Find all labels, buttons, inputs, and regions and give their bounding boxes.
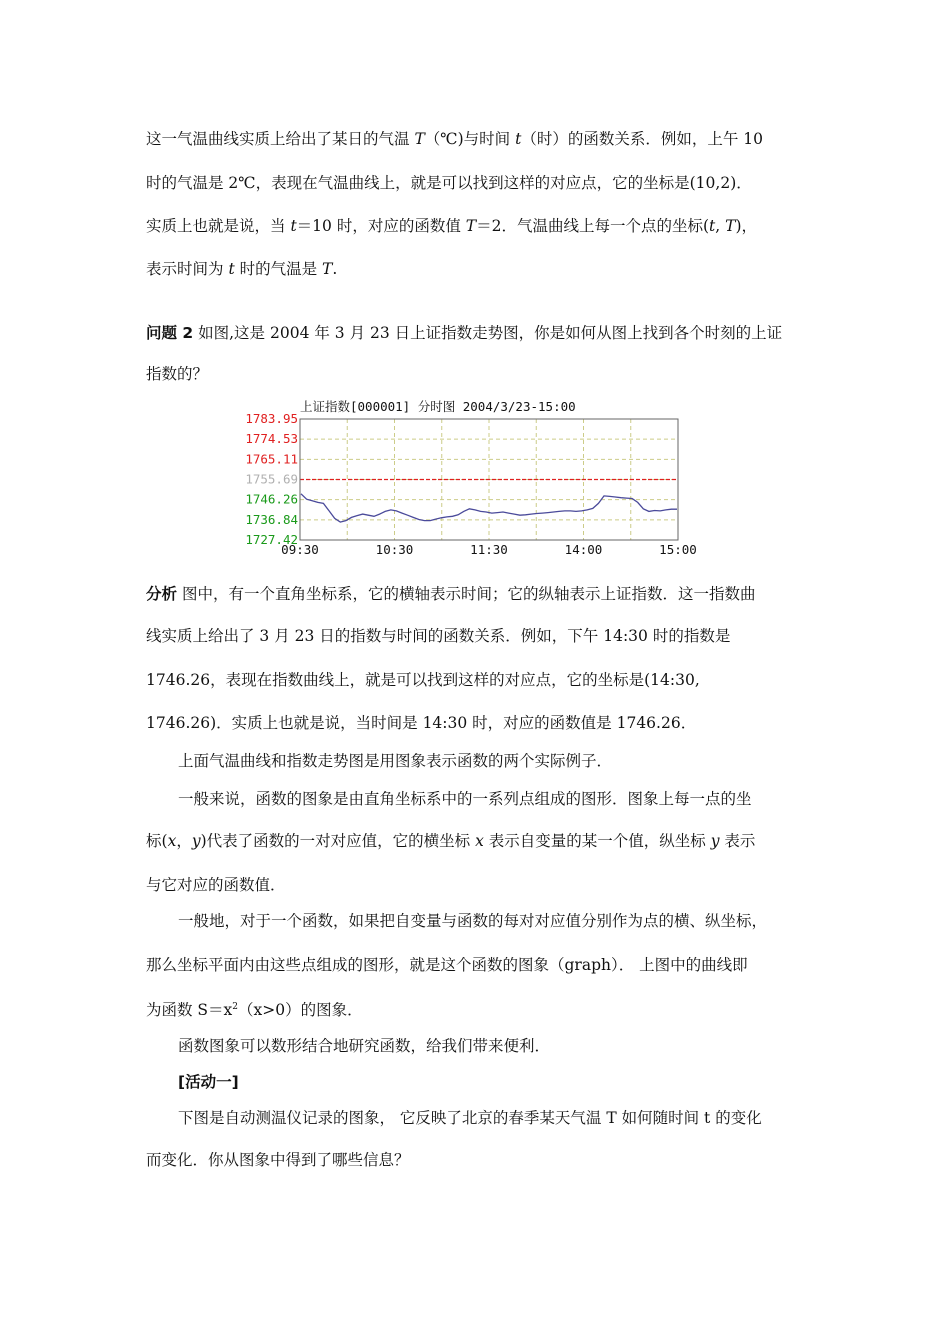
chart-y-tick-label: 1783.95 xyxy=(245,411,298,426)
chart-y-tick-label: 1746.26 xyxy=(245,491,298,507)
chart-x-tick-label: 10:30 xyxy=(375,542,414,557)
question2-line2: 指数的？ xyxy=(146,365,209,383)
definition-line3: 为函数 $S=x^2(x>0)$的图象． xyxy=(146,1001,363,1020)
chart-y-tick-label: 1755.69 xyxy=(245,471,298,487)
chart-x-tick-labels xyxy=(281,542,697,557)
chart-y-tick-labels xyxy=(245,411,298,547)
definition-line1: 一般地，对于一个函数，如果把自变量与函数的每对对应值分别作为点的横、纵坐标， xyxy=(178,912,768,930)
chart-x-tick-label: 14:00 xyxy=(564,542,603,557)
definition-line2: 那么坐标平面内由这些点组成的图形，就是这个函数的图象（graph）． 上图中的曲线即 xyxy=(146,956,748,974)
analysis-line3: 1746.26，表现在指数曲线上，就是可以找到这样的对应点，它的坐标是(14:30, xyxy=(146,671,700,689)
chart-x-tick-label: 09:30 xyxy=(281,542,319,557)
chart-y-tick-label: 1727.42 xyxy=(245,532,298,547)
analysis-line1: 分析 图中，有一个直角坐标系，它的横轴表示时间；它的纵轴表示上证指数．这一指数曲 xyxy=(146,585,756,603)
analysis-line4: 1746.26)．实质上也就是说，当时间是 14:30 时，对应的函数值是 1746.26． xyxy=(146,714,697,732)
para1-line1: 这一气温曲线实质上给出了某日的气温 T（℃)与时间 t（时）的函数关系．例如，上午 10 xyxy=(146,130,763,148)
general-line1: 一般来说，函数的图象是由直角坐标系中的一系列点组成的图形．图象上每一点的坐 xyxy=(178,790,752,808)
analysis-label: 分析 xyxy=(146,585,178,603)
study-paragraph: 函数图象可以数形结合地研究函数，给我们带来便利． xyxy=(178,1037,551,1055)
para1-line4: 表示时间为 t 时的气温是 T. xyxy=(146,260,338,278)
activity-line1: 下图是自动测温仪记录的图象， 它反映了北京的春季某天气温 T 如何随时间 t 的变化 xyxy=(178,1109,762,1127)
question2-line1: 问题 2 如图,这是 2004 年 3 月 23 日上证指数走势图，你是如何从图上找到各个时刻的上证 xyxy=(146,324,783,342)
general-line2: 标(x，y)代表了函数的一对对应值，它的横坐标 x 表示自变量的某一个值，纵坐标 y 表示 xyxy=(146,832,756,850)
analysis-line2: 线实质上给出了 3 月 23 日的指数与时间的函数关系．例如，下午 14:30 时的指数是 xyxy=(146,627,731,645)
activity-line2: 而变化．你从图象中得到了哪些信息？ xyxy=(146,1151,410,1169)
chart-x-tick-label: 15:00 xyxy=(659,542,697,557)
para1-line2: 时的气温是 2℃，表现在气温曲线上，就是可以找到这样的对应点，它的坐标是(10,2)． xyxy=(146,174,752,192)
question2-label: 问题 2 xyxy=(146,324,194,342)
chart-x-tick-label: 11:30 xyxy=(470,542,508,557)
para1-line3: 实质上也就是说，当 t＝10 时，对应的函数值 T＝2．气温曲线上每一个点的坐标(t, T)， xyxy=(146,217,758,235)
index-chart xyxy=(234,394,716,560)
chart-title: 上证指数[000001] 分时图 2004/3/23-15:00 xyxy=(300,399,576,414)
general-line3: 与它对应的函数值． xyxy=(146,876,286,894)
chart-y-tick-label: 1774.53 xyxy=(245,431,298,447)
examples-paragraph: 上面气温曲线和指数走势图是用图象表示函数的两个实际例子． xyxy=(178,752,613,770)
chart-y-tick-label: 1736.84 xyxy=(245,511,298,527)
chart-y-tick-label: 1765.11 xyxy=(245,451,298,467)
activity-title: [活动一] xyxy=(178,1073,239,1091)
